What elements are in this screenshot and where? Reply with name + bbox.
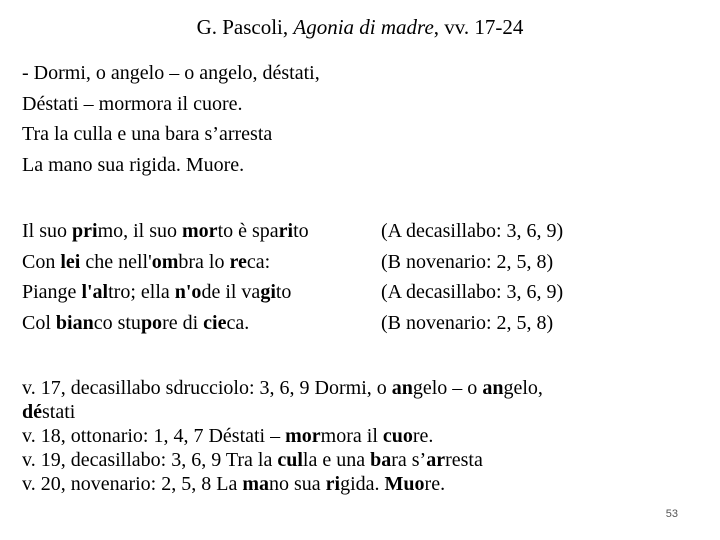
analysis-line xyxy=(22,448,682,472)
stressed-syllable: re xyxy=(229,250,247,273)
text-segment: Piange xyxy=(22,281,82,303)
stressed-syllable: ma xyxy=(242,473,269,495)
analysis-line xyxy=(22,472,682,496)
metric-analysis xyxy=(22,376,682,496)
text-segment: gelo, xyxy=(503,377,543,399)
text-segment: bra lo xyxy=(178,250,230,273)
title-work: Agonia di madre xyxy=(293,15,434,39)
stressed-syllable: ri xyxy=(278,220,294,242)
verse-text xyxy=(22,216,381,247)
text-segment: v. 18, ottonario: 1, 4, 7 Déstati – xyxy=(22,425,286,447)
text-segment: gelo – o xyxy=(412,377,483,399)
text-segment: re. xyxy=(412,425,434,447)
stressed-syllable: ri xyxy=(325,473,341,495)
stressed-syllable: ar xyxy=(426,449,446,471)
text-segment: de il va xyxy=(201,281,261,303)
verse-line: - Dormi, o angelo – o angelo, déstati, xyxy=(22,62,320,84)
verse-line: Tra la culla e una bara s’arresta xyxy=(22,123,273,145)
text-segment: ca. xyxy=(226,311,250,334)
text-segment: tro; ella xyxy=(108,281,175,303)
stressed-syllable: po xyxy=(140,311,163,334)
verse-text xyxy=(22,277,381,308)
meter-label: (B novenario: 2, 5, 8) xyxy=(381,311,554,334)
text-segment: Il suo xyxy=(22,220,72,242)
text-segment: ca: xyxy=(246,250,271,273)
text-segment: la e una xyxy=(302,449,371,471)
stressed-syllable: cul xyxy=(277,449,303,471)
stressed-syllable: bian xyxy=(55,311,94,334)
text-segment: to xyxy=(275,281,292,303)
meter-label: (A decasillabo: 3, 6, 9) xyxy=(381,220,564,242)
text-segment: Col xyxy=(22,311,56,334)
analysis-line xyxy=(22,400,682,424)
verse-text xyxy=(22,247,381,278)
analysis-line xyxy=(22,376,682,400)
text-segment: v. 19, decasillabo: 3, 6, 9 Tra la xyxy=(22,449,278,471)
verse-row xyxy=(22,308,682,339)
stressed-syllable: mor xyxy=(285,425,321,447)
text-segment: to è spa xyxy=(217,220,279,242)
stressed-syllable: n'o xyxy=(174,281,202,303)
meter-label: (A decasillabo: 3, 6, 9) xyxy=(381,281,564,303)
text-segment: mo, il suo xyxy=(97,220,183,242)
stressed-syllable: cuo xyxy=(382,425,413,447)
slide-title xyxy=(0,14,720,40)
meter-label: (B novenario: 2, 5, 8) xyxy=(381,250,554,273)
stressed-syllable: mor xyxy=(182,220,218,242)
verse-text xyxy=(22,308,381,339)
stressed-syllable: pri xyxy=(72,220,98,242)
verse-row xyxy=(22,277,682,308)
text-segment: re. xyxy=(424,473,446,495)
stressed-syllable: gi xyxy=(260,281,276,303)
stressed-syllable: om xyxy=(151,250,179,273)
text-segment: che nell' xyxy=(80,250,152,273)
verse-row xyxy=(22,247,682,278)
text-segment: Con xyxy=(22,250,61,273)
text-segment: to xyxy=(293,220,309,242)
stressed-syllable: an xyxy=(482,377,504,399)
verse-line: Déstati – mormora il cuore. xyxy=(22,92,243,115)
title-author: G. Pascoli, xyxy=(196,15,289,39)
text-segment: resta xyxy=(445,449,483,471)
page-number: 53 xyxy=(665,508,678,520)
text-segment: mora il xyxy=(320,425,383,447)
stressed-syllable: ba xyxy=(370,449,392,471)
stressed-syllable: lei xyxy=(60,250,81,273)
verse-row xyxy=(22,216,682,247)
text-segment: ra s’ xyxy=(391,449,427,471)
stressed-syllable: cie xyxy=(203,311,227,334)
text-segment: v. 20, novenario: 2, 5, 8 La xyxy=(22,473,243,495)
stressed-syllable: an xyxy=(391,377,413,399)
text-segment: co stu xyxy=(93,311,141,334)
stressed-syllable: l'al xyxy=(81,281,109,303)
analysis-line xyxy=(22,424,682,448)
title-verses: , vv. 17-24 xyxy=(433,15,524,39)
stanza-original xyxy=(22,58,320,180)
text-segment: no sua xyxy=(269,473,326,495)
stressed-syllable: Muo xyxy=(384,473,425,495)
text-segment: gida. xyxy=(340,473,385,495)
text-segment: re di xyxy=(162,311,204,334)
stressed-syllable: dé xyxy=(22,401,42,423)
text-segment: stati xyxy=(42,401,76,423)
text-segment: v. 17, decasillabo sdrucciolo: 3, 6, 9 Dormi, o xyxy=(22,377,392,399)
verse-line: La mano sua rigida. Muore. xyxy=(22,153,245,176)
stanza-metrics xyxy=(22,216,682,338)
